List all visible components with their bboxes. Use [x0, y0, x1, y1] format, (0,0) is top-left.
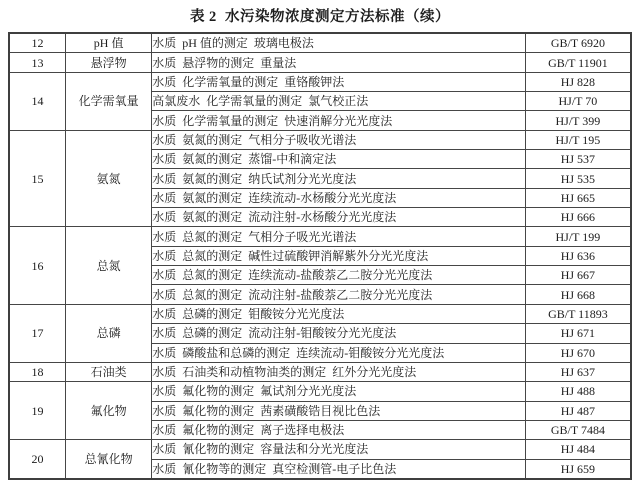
pollutant-name-cell: 氟化物 [66, 382, 152, 440]
standard-code-cell: GB/T 7484 [525, 420, 631, 439]
pollutant-name-cell: 氨氮 [66, 130, 152, 227]
method-cell: 水质 氟化物的测定 离子选择电极法 [152, 420, 526, 439]
table-row [9, 53, 631, 72]
standard-code-cell: HJ/T 199 [525, 227, 631, 246]
row-number-cell: 19 [9, 382, 66, 440]
pollutant-name-cell: 总氮 [66, 227, 152, 304]
standards-table [8, 32, 632, 480]
row-number-cell: 17 [9, 304, 66, 362]
method-cell: 高氯废水 化学需氧量的测定 氯气校正法 [152, 92, 526, 111]
table-row [9, 227, 631, 246]
method-cell: 水质 总磷的测定 钼酸铵分光光度法 [152, 304, 526, 323]
table-row [9, 33, 631, 53]
method-cell: 水质 总磷的测定 流动注射-钼酸铵分光光度法 [152, 324, 526, 343]
method-cell: 水质 磷酸盐和总磷的测定 连续流动-钼酸铵分光光度法 [152, 343, 526, 362]
table-row [9, 72, 631, 91]
standards-table-body [9, 33, 631, 479]
row-number-cell: 14 [9, 72, 66, 130]
method-cell: 水质 化学需氧量的测定 快速消解分光光度法 [152, 111, 526, 130]
method-cell: 水质 氨氮的测定 蒸馏-中和滴定法 [152, 150, 526, 169]
standard-code-cell: HJ 828 [525, 72, 631, 91]
table-title: 表 2 水污染物浓度测定方法标准（续） [189, 9, 451, 25]
standard-code-cell: HJ 487 [525, 401, 631, 420]
row-number-cell: 15 [9, 130, 66, 227]
standard-code-cell: HJ 484 [525, 440, 631, 459]
pollutant-name-cell: 总氰化物 [66, 440, 152, 479]
method-cell: 水质 氨氮的测定 气相分子吸收光谱法 [152, 130, 526, 149]
standard-code-cell: HJ 488 [525, 382, 631, 401]
method-cell: 水质 pH 值的测定 玻璃电极法 [152, 33, 526, 53]
standard-code-cell: HJ 670 [525, 343, 631, 362]
method-cell: 水质 悬浮物的测定 重量法 [152, 53, 526, 72]
method-cell: 水质 总氮的测定 气相分子吸光光谱法 [152, 227, 526, 246]
pollutant-name-cell: 化学需氧量 [66, 72, 152, 130]
method-cell: 水质 氟化物的测定 茜素磺酸锆目视比色法 [152, 401, 526, 420]
method-cell: 水质 化学需氧量的测定 重铬酸钾法 [152, 72, 526, 91]
method-cell: 水质 氨氮的测定 流动注射-水杨酸分光光度法 [152, 208, 526, 227]
pollutant-name-cell: 总磷 [66, 304, 152, 362]
method-cell: 水质 总氮的测定 碱性过硫酸钾消解紫外分光光度法 [152, 246, 526, 265]
method-cell: 水质 氰化物等的测定 真空检测管-电子比色法 [152, 459, 526, 479]
row-number-cell: 13 [9, 53, 66, 72]
standard-code-cell: HJ 668 [525, 285, 631, 304]
standard-code-cell: HJ/T 195 [525, 130, 631, 149]
method-cell: 水质 氰化物的测定 容量法和分光光度法 [152, 440, 526, 459]
standard-code-cell: HJ/T 399 [525, 111, 631, 130]
row-number-cell: 20 [9, 440, 66, 479]
table-row [9, 440, 631, 459]
method-cell: 水质 总氮的测定 流动注射-盐酸萘乙二胺分光光度法 [152, 285, 526, 304]
method-cell: 水质 石油类和动植物油类的测定 红外分光光度法 [152, 362, 526, 381]
standard-code-cell: HJ 671 [525, 324, 631, 343]
standard-code-cell: GB/T 11893 [525, 304, 631, 323]
table-row [9, 362, 631, 381]
pollutant-name-cell: 悬浮物 [66, 53, 152, 72]
standard-code-cell: HJ 636 [525, 246, 631, 265]
standard-code-cell: HJ 637 [525, 362, 631, 381]
table-row [9, 130, 631, 149]
method-cell: 水质 总氮的测定 连续流动-盐酸萘乙二胺分光光度法 [152, 266, 526, 285]
standard-code-cell: HJ 666 [525, 208, 631, 227]
standard-code-cell: GB/T 11901 [525, 53, 631, 72]
standard-code-cell: HJ/T 70 [525, 92, 631, 111]
pollutant-name-cell: pH 值 [66, 33, 152, 53]
standard-code-cell: GB/T 6920 [525, 33, 631, 53]
table-row [9, 382, 631, 401]
row-number-cell: 12 [9, 33, 66, 53]
standard-code-cell: HJ 535 [525, 169, 631, 188]
row-number-cell: 18 [9, 362, 66, 381]
standard-code-cell: HJ 665 [525, 188, 631, 207]
row-number-cell: 16 [9, 227, 66, 304]
method-cell: 水质 氟化物的测定 氟试剂分光光度法 [152, 382, 526, 401]
standard-code-cell: HJ 537 [525, 150, 631, 169]
method-cell: 水质 氨氮的测定 连续流动-水杨酸分光光度法 [152, 188, 526, 207]
standard-code-cell: HJ 667 [525, 266, 631, 285]
standard-code-cell: HJ 659 [525, 459, 631, 479]
pollutant-name-cell: 石油类 [66, 362, 152, 381]
method-cell: 水质 氨氮的测定 纳氏试剂分光光度法 [152, 169, 526, 188]
table-row [9, 304, 631, 323]
